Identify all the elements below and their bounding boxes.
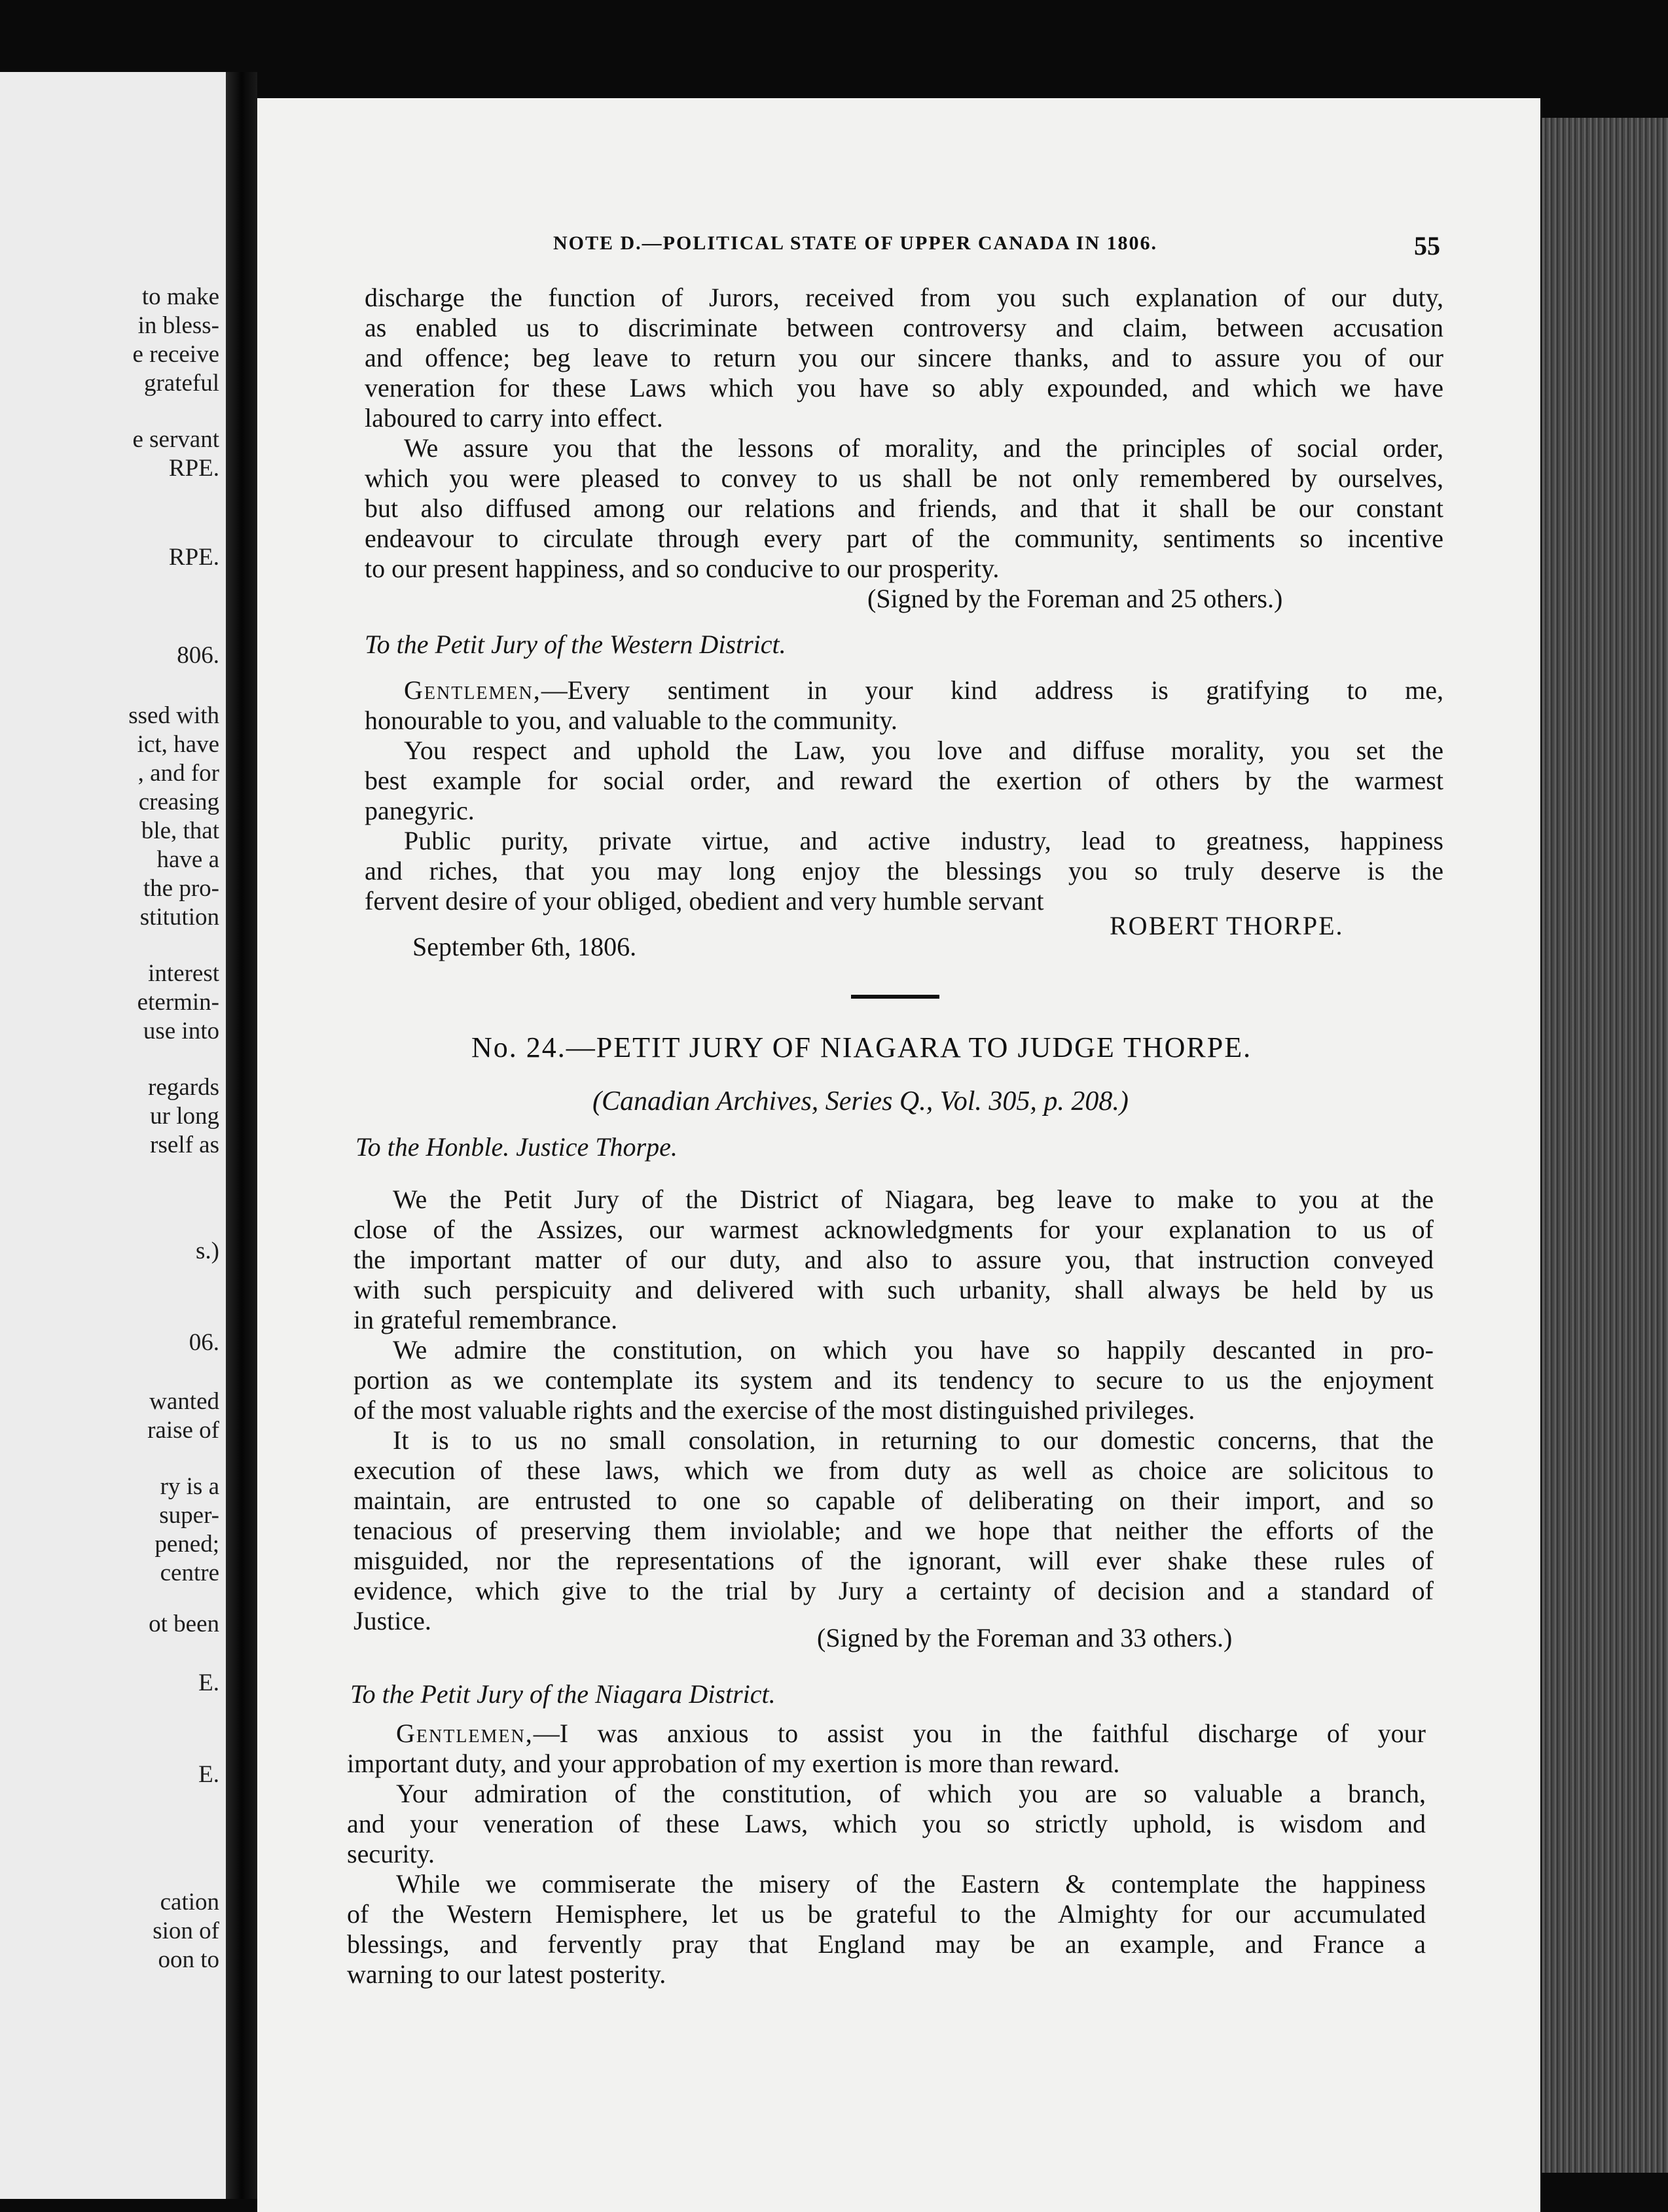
text-line: Your admiration of the constitution, of which you are so valuable a branch,	[396, 1779, 1426, 1808]
text-line: to our present happiness, and so conducive to our prosperity.	[365, 554, 1000, 583]
left-text-fragment: cation	[160, 1889, 219, 1916]
left-text-fragment: oon to	[158, 1946, 219, 1973]
running-header: NOTE D.—POLITICAL STATE OF UPPER CANADA IN 1806.	[553, 232, 1158, 254]
text-line: the important matter of our duty, and also to assure you, that instruction conveyed	[354, 1245, 1434, 1274]
left-text-fragment: sion of	[153, 1918, 219, 1944]
left-text-fragment: grateful	[143, 370, 219, 397]
salutation: To the Honble. Justice Thorpe.	[355, 1132, 678, 1162]
text-line: honourable to you, and valuable to the community.	[365, 705, 897, 735]
left-text-fragment: to make	[141, 283, 219, 310]
page-number: 55	[1414, 231, 1440, 260]
left-text-fragment: ur long	[150, 1103, 219, 1130]
signed-note: (Signed by the Foreman and 25 others.)	[867, 584, 1283, 613]
left-text-fragment: pened;	[154, 1531, 219, 1558]
left-text-fragment: wanted	[149, 1388, 219, 1415]
signature: ROBERT THORPE.	[1110, 911, 1344, 940]
left-text-fragment: RPE.	[168, 455, 219, 482]
left-text-fragment: raise of	[147, 1417, 219, 1444]
page-edges	[1542, 118, 1668, 2173]
text-line: Public purity, private virtue, and active industry, lead to greatness, happiness	[404, 826, 1443, 855]
text-line: tenacious of preserving them inviolable; and we hope that neither the efforts of the	[354, 1516, 1434, 1545]
text-line: Justice.	[354, 1606, 431, 1635]
text-line: portion as we contemplate its system and its tendency to secure to us the enjoyment	[354, 1365, 1434, 1395]
left-text-fragment: ot been	[149, 1611, 219, 1637]
date-line: September 6th, 1806.	[412, 932, 637, 961]
text-line: which you were pleased to convey to us shall be not only remembered by ourselves,	[365, 463, 1443, 493]
left-text-fragment: rself as	[150, 1132, 219, 1158]
text-line: with such perspicuity and delivered with such urbanity, shall always be held by us	[354, 1275, 1434, 1304]
left-text-fragment: interest	[148, 960, 219, 987]
text-line: best example for social order, and reward the exertion of others by the warmest	[365, 766, 1443, 795]
gentlemen-label: Gentlemen,	[396, 1719, 534, 1748]
left-text-fragment: regards	[148, 1074, 219, 1101]
text-line: and your veneration of these Laws, which you so strictly uphold, is wisdom and	[347, 1809, 1426, 1838]
text-line: maintain, are entrusted to one so capable of deliberating on their import, and so	[354, 1486, 1434, 1515]
text-line: It is to us no small consolation, in returning to our domestic concerns, that the	[393, 1425, 1434, 1455]
left-text-fragment: centre	[160, 1560, 219, 1586]
source-citation: (Canadian Archives, Series Q., Vol. 305, p. 208.)	[592, 1086, 1129, 1116]
text-line: blessings, and fervently pray that England may be an example, and France a	[347, 1929, 1426, 1959]
left-text-fragment: E.	[198, 1761, 219, 1788]
text-line: discharge the function of Jurors, received from you such explanation of our duty,	[365, 283, 1443, 312]
left-text-fragment: E.	[198, 1669, 219, 1696]
left-text-fragment: , and for	[137, 760, 219, 787]
text-line: warning to our latest posterity.	[347, 1959, 666, 1989]
text-line: security.	[347, 1839, 435, 1868]
text-line: of the most valuable rights and the exercise of the most distinguished privileges.	[354, 1395, 1195, 1425]
left-text-fragment: 06.	[189, 1329, 219, 1356]
salutation: To the Petit Jury of the Niagara District.	[350, 1679, 776, 1709]
text-line	[396, 1719, 1426, 1749]
text-line: veneration for these Laws which you have so ably expounded, and which we have	[365, 373, 1443, 402]
left-text-fragment: super-	[159, 1502, 219, 1529]
left-text-fragment: stitution	[139, 904, 219, 931]
text-line: misguided, nor the representations of the ignorant, will ever shake these rules of	[354, 1546, 1434, 1575]
text-line	[404, 675, 1443, 705]
text-line: panegyric.	[365, 796, 475, 825]
text-line-rest: —Every sentiment in your kind address is gratifying to me,	[541, 675, 1443, 705]
text-line: laboured to carry into effect.	[365, 403, 663, 433]
left-text-fragment: etermin-	[137, 989, 219, 1016]
left-text-fragment: ssed with	[128, 702, 219, 729]
text-line: fervent desire of your obliged, obedient and very humble servant	[365, 886, 1044, 916]
text-line: of the Western Hemisphere, let us be grateful to the Almighty for our accumulated	[347, 1899, 1426, 1929]
left-text-fragment: RPE.	[168, 544, 219, 571]
text-line: You respect and uphold the Law, you love and diffuse morality, you set the	[404, 736, 1443, 765]
text-line-rest: —I was anxious to assist you in the faithful discharge of your	[533, 1719, 1426, 1748]
text-line: and offence; beg leave to return you our sincere thanks, and to assure you of our	[365, 343, 1443, 372]
gentlemen-label: Gentlemen,	[404, 675, 541, 705]
book-gutter	[226, 72, 257, 2199]
left-text-fragment: use into	[143, 1018, 219, 1044]
text-line: but also diffused among our relations and friends, and that it shall be our constant	[365, 493, 1443, 523]
text-line: as enabled us to discriminate between controversy and claim, between accusation	[365, 313, 1443, 342]
text-line: We admire the constitution, on which you have so happily descanted in pro-	[393, 1335, 1434, 1365]
text-line: We the Petit Jury of the District of Niagara, beg leave to make to you at the	[393, 1185, 1434, 1214]
text-line: important duty, and your approbation of my exertion is more than reward.	[347, 1749, 1120, 1778]
left-text-fragment: the pro-	[143, 875, 219, 902]
text-line: evidence, which give to the trial by Jury a certainty of decision and a standard of	[354, 1576, 1434, 1605]
section-divider	[851, 995, 939, 999]
text-line: While we commiserate the misery of the Eastern & contemplate the happiness	[396, 1869, 1426, 1899]
section-title: No. 24.—PETIT JURY OF NIAGARA TO JUDGE THORPE.	[471, 1031, 1252, 1063]
text-line: execution of these laws, which we from duty as well as choice are solicitous to	[354, 1455, 1434, 1485]
left-text-fragment: e receive	[132, 341, 219, 368]
text-line: and riches, that you may long enjoy the blessings you so truly deserve is the	[365, 856, 1443, 885]
text-line: We assure you that the lessons of morality, and the principles of social order,	[404, 433, 1443, 463]
salutation: To the Petit Jury of the Western District.	[365, 630, 786, 659]
left-text-fragment: ry is a	[160, 1473, 219, 1500]
left-text-fragment: have a	[156, 846, 219, 873]
left-text-fragment: ble, that	[141, 817, 219, 844]
text-line: endeavour to circulate through every part of the community, sentiments so incentive	[365, 524, 1443, 553]
left-text-fragment: ict, have	[137, 731, 219, 758]
previous-page	[0, 72, 226, 2199]
left-text-fragment: in bless-	[137, 312, 219, 339]
left-text-fragment: creasing	[138, 789, 219, 815]
text-line: close of the Assizes, our warmest acknowledgments for your explanation to us of	[354, 1215, 1434, 1244]
left-text-fragment: 806.	[177, 642, 219, 669]
signed-note: (Signed by the Foreman and 33 others.)	[817, 1623, 1233, 1652]
left-text-fragment: e servant	[132, 426, 219, 453]
text-line: in grateful remembrance.	[354, 1305, 618, 1334]
left-text-fragment: s.)	[196, 1238, 219, 1264]
